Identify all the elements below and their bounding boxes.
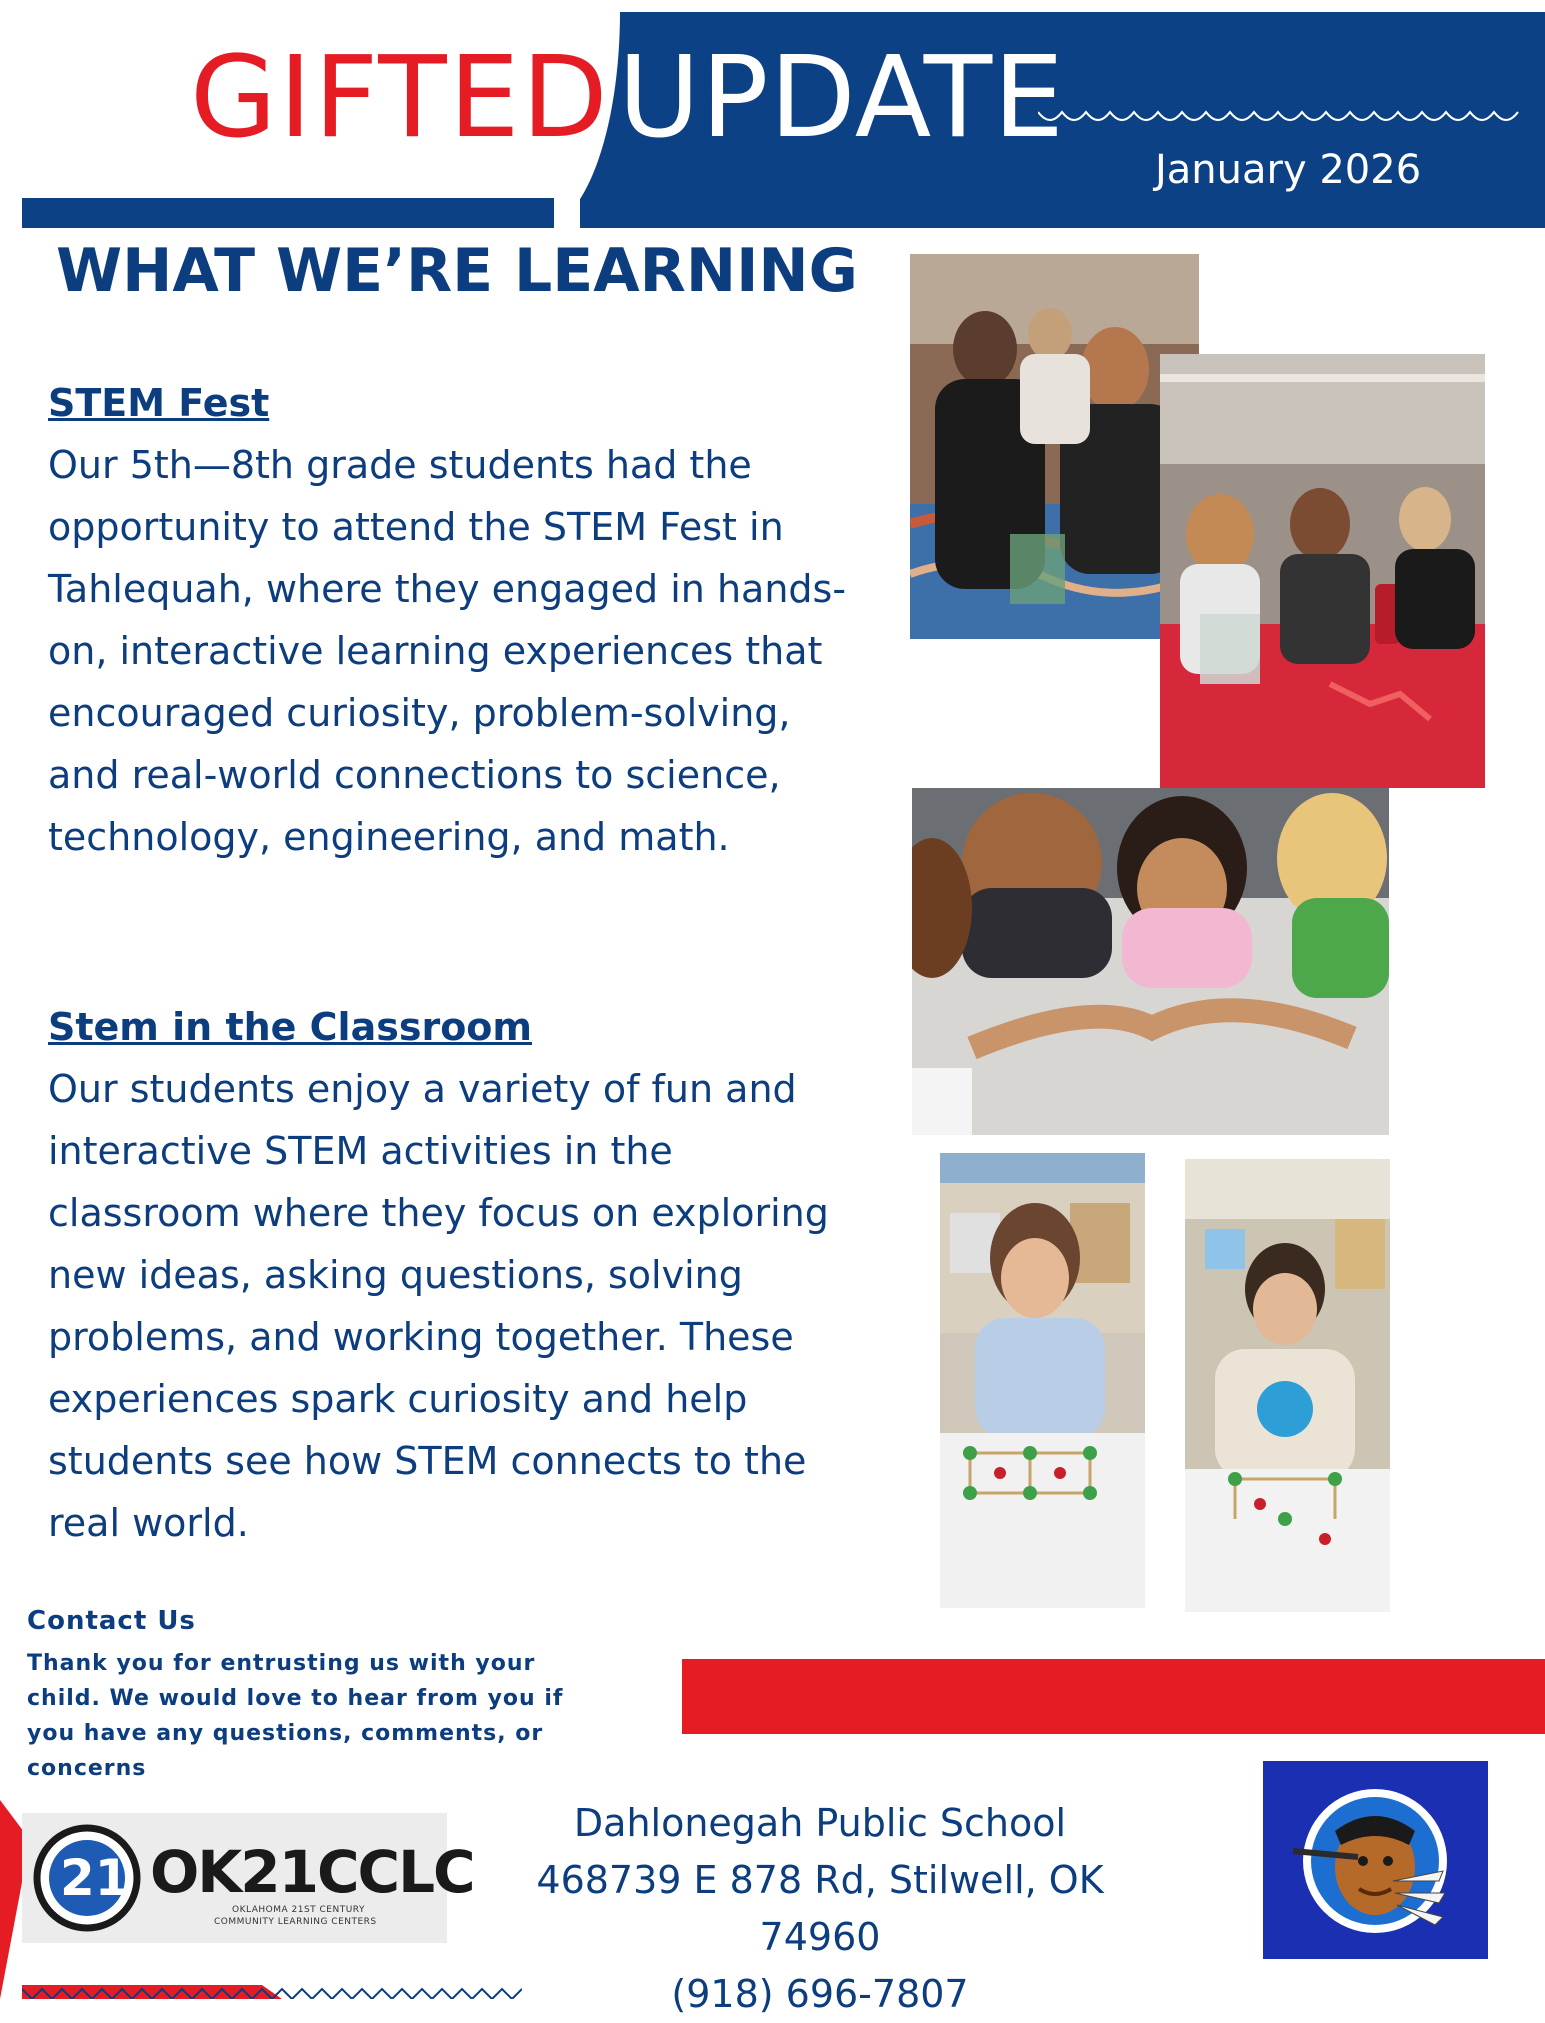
ok-logo-tagline-2: COMMUNITY LEARNING CENTERS [214, 1917, 377, 1927]
ok-logo-wordmark-text: OK21CCLC [150, 1838, 474, 1906]
school-phone: (918) 696-7807 [671, 1972, 969, 2016]
story-stem-fest [48, 372, 868, 868]
photo-classroom-boy [1185, 1159, 1390, 1612]
header-underline-bar [22, 198, 554, 228]
story-body: Our students enjoy a variety of fun and interactive STEM activities in the classroom where they focus on exploring new ideas, asking questions, solving problems, and working together. These experiences spark curiosity and help students see how STEM connects to the real world. [48, 1067, 829, 1545]
school-info [480, 1795, 1160, 2023]
ok-logo-number: 21 [60, 1849, 130, 1907]
footer-zigzag [22, 1975, 522, 1999]
section-heading: WHAT WE’RE LEARNING [56, 236, 858, 306]
story-title: STEM Fest [48, 381, 270, 425]
photo-stem-fest-table [1160, 354, 1485, 788]
red-accent-bar [682, 1659, 1545, 1734]
contact-title: Contact Us [27, 1606, 196, 1636]
wave-decoration [1038, 92, 1538, 132]
photo-stem-fest-students [910, 254, 1199, 639]
story-stem-classroom [48, 996, 868, 1554]
photo-classroom-girl [940, 1153, 1145, 1608]
contact-text: Thank you for entrusting us with your child. We would love to hear from you if you have any questions, comments, or concerns [27, 1651, 564, 1781]
newsletter-title-update: UPDATE [618, 33, 1065, 163]
school-name: Dahlonegah Public School [573, 1801, 1067, 1845]
issue-date: January 2026 [1155, 147, 1422, 193]
school-mascot-logo [1263, 1761, 1488, 1959]
photo-classroom-hands [912, 788, 1389, 1135]
newsletter-title-gifted: GIFTED [190, 33, 610, 163]
school-address: 468739 E 878 Rd, Stilwell, OK 74960 [536, 1858, 1104, 1959]
ok21cclc-logo [22, 1813, 474, 1943]
ok-logo-tagline-1: OKLAHOMA 21ST CENTURY [232, 1905, 365, 1915]
ok-logo-wordmark [150, 1838, 474, 1906]
story-body: Our 5th—8th grade students had the opportunity to attend the STEM Fest in Tahlequah, where they engaged in hands-on, interactive learning experiences that encouraged curiosity, problem-solving, and real-world connections to science, technology, engineering, and math. [48, 443, 847, 859]
story-title: Stem in the Classroom [48, 1005, 532, 1049]
